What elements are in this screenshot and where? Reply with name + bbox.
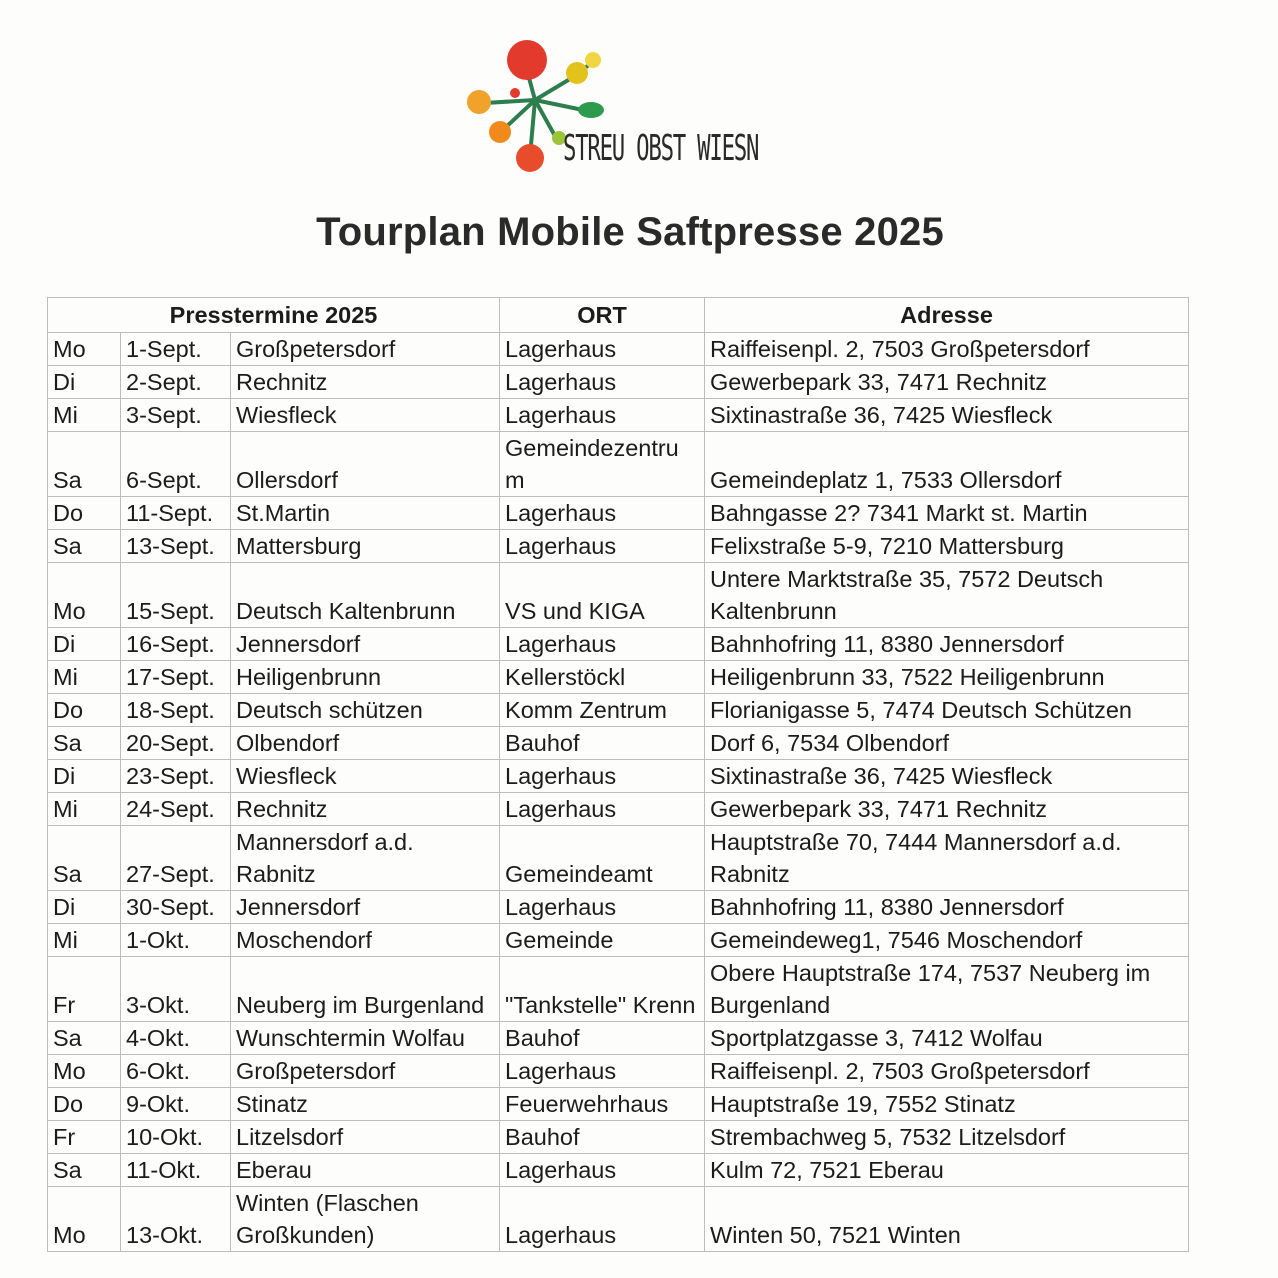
cell-address: Hauptstraße 19, 7552 Stinatz [705, 1088, 1189, 1121]
cell-ort: Bauhof [500, 1022, 705, 1055]
cell-date: 4-Okt. [121, 1022, 231, 1055]
table-row [48, 694, 1189, 727]
cell-ort: Lagerhaus [500, 399, 705, 432]
table-row [48, 1022, 1189, 1055]
cell-day: Sa [48, 530, 121, 563]
cell-ort: Lagerhaus [500, 1154, 705, 1187]
cell-ort: Gemeindezentru m [500, 432, 705, 497]
cell-address: Gemeindeweg1, 7546 Moschendorf [705, 924, 1189, 957]
table-row [48, 793, 1189, 826]
cell-ort: Gemeindeamt [500, 826, 705, 891]
cell-address: Hauptstraße 70, 7444 Mannersdorf a.d. Rabnitz [705, 826, 1189, 891]
cell-date: 6-Sept. [121, 432, 231, 497]
table-row [48, 1088, 1189, 1121]
cell-place: Neuberg im Burgenland [231, 957, 500, 1022]
cell-day: Mo [48, 333, 121, 366]
cell-date: 17-Sept. [121, 661, 231, 694]
cell-date: 13-Sept. [121, 530, 231, 563]
cell-address: Obere Hauptstraße 174, 7537 Neuberg im Burgenland [705, 957, 1189, 1022]
table-row [48, 530, 1189, 563]
cell-day: Mi [48, 399, 121, 432]
cell-date: 6-Okt. [121, 1055, 231, 1088]
cell-date: 9-Okt. [121, 1088, 231, 1121]
cell-ort: Feuerwehrhaus [500, 1088, 705, 1121]
cell-date: 20-Sept. [121, 727, 231, 760]
cell-address: Sportplatzgasse 3, 7412 Wolfau [705, 1022, 1189, 1055]
cell-date: 11-Okt. [121, 1154, 231, 1187]
table-row [48, 497, 1189, 530]
table-row [48, 628, 1189, 661]
table-row [48, 957, 1189, 1022]
cell-ort: Lagerhaus [500, 793, 705, 826]
cell-date: 13-Okt. [121, 1187, 231, 1252]
cell-ort: Lagerhaus [500, 366, 705, 399]
cell-address: Dorf 6, 7534 Olbendorf [705, 727, 1189, 760]
cell-ort: Lagerhaus [500, 530, 705, 563]
cell-day: Mo [48, 1187, 121, 1252]
header-adresse: Adresse [705, 298, 1189, 333]
cell-day: Do [48, 1088, 121, 1121]
cell-address: Gewerbepark 33, 7471 Rechnitz [705, 793, 1189, 826]
cell-day: Fr [48, 1121, 121, 1154]
logo-text: STREU OBST WIESN [563, 128, 759, 169]
cell-address: Strembachweg 5, 7532 Litzelsdorf [705, 1121, 1189, 1154]
cell-day: Sa [48, 1022, 121, 1055]
cell-place: Deutsch schützen [231, 694, 500, 727]
table-header-row [48, 298, 1189, 333]
cell-place: St.Martin [231, 497, 500, 530]
table-row [48, 1187, 1189, 1252]
table-row [48, 432, 1189, 497]
cell-day: Sa [48, 826, 121, 891]
cell-place: Mattersburg [231, 530, 500, 563]
table-row [48, 924, 1189, 957]
cell-date: 3-Sept. [121, 399, 231, 432]
cell-date: 1-Okt. [121, 924, 231, 957]
cell-ort: Lagerhaus [500, 891, 705, 924]
cell-day: Do [48, 497, 121, 530]
cell-ort: Kellerstöckl [500, 661, 705, 694]
cell-ort: Gemeinde [500, 924, 705, 957]
cell-day: Di [48, 760, 121, 793]
cell-ort: VS und KIGA [500, 563, 705, 628]
page-title: Tourplan Mobile Saftpresse 2025 [316, 210, 944, 254]
table-row [48, 1121, 1189, 1154]
cell-address: Heiligenbrunn 33, 7522 Heiligenbrunn [705, 661, 1189, 694]
table-row [48, 1154, 1189, 1187]
cell-place: Winten (Flaschen Großkunden) [231, 1187, 500, 1252]
cell-ort: Lagerhaus [500, 760, 705, 793]
cell-address: Bahnhofring 11, 8380 Jennersdorf [705, 891, 1189, 924]
cell-place: Heiligenbrunn [231, 661, 500, 694]
cell-day: Do [48, 694, 121, 727]
table-row [48, 1055, 1189, 1088]
cell-ort: Bauhof [500, 727, 705, 760]
cell-day: Sa [48, 727, 121, 760]
cell-address: Winten 50, 7521 Winten [705, 1187, 1189, 1252]
cell-address: Gemeindeplatz 1, 7533 Ollersdorf [705, 432, 1189, 497]
tour-table [47, 297, 1189, 1252]
table-row [48, 891, 1189, 924]
table-row [48, 399, 1189, 432]
cell-ort: Bauhof [500, 1121, 705, 1154]
cell-date: 18-Sept. [121, 694, 231, 727]
cell-day: Mi [48, 924, 121, 957]
table-row [48, 333, 1189, 366]
cell-place: Moschendorf [231, 924, 500, 957]
header-ort: ORT [500, 298, 705, 333]
cell-day: Di [48, 366, 121, 399]
cell-address: Kulm 72, 7521 Eberau [705, 1154, 1189, 1187]
cell-ort: Lagerhaus [500, 628, 705, 661]
table-row [48, 563, 1189, 628]
cell-day: Mi [48, 661, 121, 694]
cell-place: Jennersdorf [231, 628, 500, 661]
table-row [48, 366, 1189, 399]
cell-address: Florianigasse 5, 7474 Deutsch Schützen [705, 694, 1189, 727]
cell-day: Di [48, 891, 121, 924]
cell-date: 11-Sept. [121, 497, 231, 530]
cell-ort: Lagerhaus [500, 1055, 705, 1088]
cell-ort: Lagerhaus [500, 1187, 705, 1252]
cell-ort: Komm Zentrum [500, 694, 705, 727]
cell-address: Raiffeisenpl. 2, 7503 Großpetersdorf [705, 333, 1189, 366]
cell-place: Wunschtermin Wolfau [231, 1022, 500, 1055]
cell-place: Deutsch Kaltenbrunn [231, 563, 500, 628]
cell-address: Sixtinastraße 36, 7425 Wiesfleck [705, 399, 1189, 432]
cell-day: Fr [48, 957, 121, 1022]
cell-address: Gewerbepark 33, 7471 Rechnitz [705, 366, 1189, 399]
cell-date: 10-Okt. [121, 1121, 231, 1154]
cell-date: 24-Sept. [121, 793, 231, 826]
cell-place: Wiesfleck [231, 399, 500, 432]
table-row [48, 760, 1189, 793]
cell-place: Mannersdorf a.d. Rabnitz [231, 826, 500, 891]
cell-place: Großpetersdorf [231, 333, 500, 366]
table-row [48, 661, 1189, 694]
cell-place: Eberau [231, 1154, 500, 1187]
cell-place: Großpetersdorf [231, 1055, 500, 1088]
cell-address: Felixstraße 5-9, 7210 Mattersburg [705, 530, 1189, 563]
table-row [48, 826, 1189, 891]
cell-day: Sa [48, 1154, 121, 1187]
cell-date: 30-Sept. [121, 891, 231, 924]
cell-place: Rechnitz [231, 793, 500, 826]
cell-date: 15-Sept. [121, 563, 231, 628]
cell-date: 23-Sept. [121, 760, 231, 793]
cell-day: Di [48, 628, 121, 661]
cell-date: 27-Sept. [121, 826, 231, 891]
cell-place: Jennersdorf [231, 891, 500, 924]
cell-date: 16-Sept. [121, 628, 231, 661]
cell-day: Mo [48, 563, 121, 628]
cell-address: Raiffeisenpl. 2, 7503 Großpetersdorf [705, 1055, 1189, 1088]
cell-place: Olbendorf [231, 727, 500, 760]
cell-ort: Lagerhaus [500, 497, 705, 530]
cell-place: Stinatz [231, 1088, 500, 1121]
cell-place: Ollersdorf [231, 432, 500, 497]
cell-date: 3-Okt. [121, 957, 231, 1022]
logo [455, 38, 800, 183]
cell-ort: Lagerhaus [500, 333, 705, 366]
table-row [48, 727, 1189, 760]
cell-address: Untere Marktstraße 35, 7572 Deutsch Kaltenbrunn [705, 563, 1189, 628]
cell-place: Litzelsdorf [231, 1121, 500, 1154]
cell-address: Bahngasse 2? 7341 Markt st. Martin [705, 497, 1189, 530]
cell-place: Rechnitz [231, 366, 500, 399]
cell-place: Wiesfleck [231, 760, 500, 793]
cell-day: Sa [48, 432, 121, 497]
cell-date: 2-Sept. [121, 366, 231, 399]
cell-day: Mo [48, 1055, 121, 1088]
header-dates: Presstermine 2025 [48, 298, 500, 333]
cell-address: Bahnhofring 11, 8380 Jennersdorf [705, 628, 1189, 661]
cell-day: Mi [48, 793, 121, 826]
cell-date: 1-Sept. [121, 333, 231, 366]
cell-address: Sixtinastraße 36, 7425 Wiesfleck [705, 760, 1189, 793]
cell-ort: "Tankstelle" Krenn [500, 957, 705, 1022]
